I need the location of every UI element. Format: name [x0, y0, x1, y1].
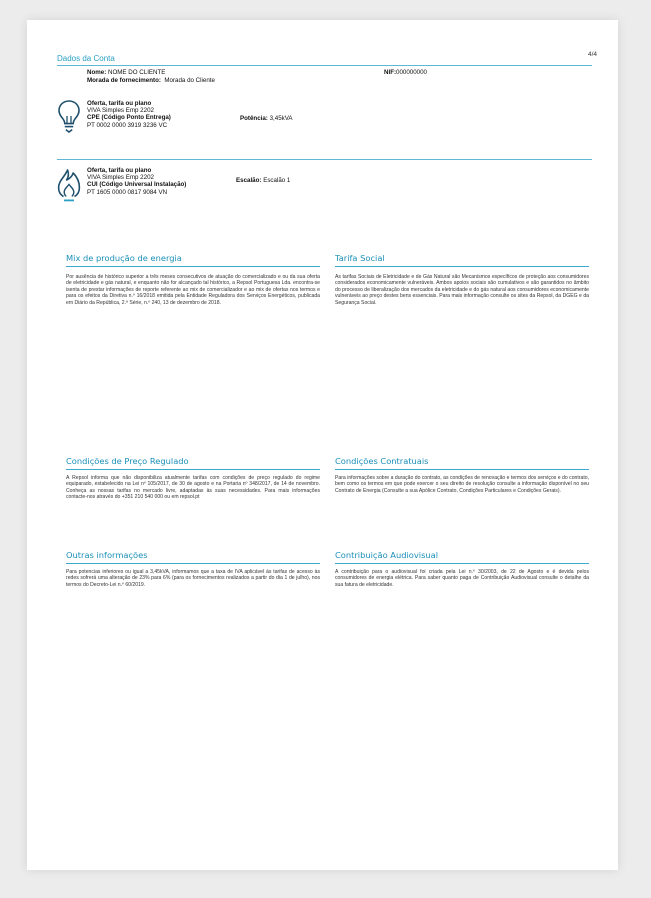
regulated-price-text: A Repsol informa que não disponibiliza atualmente tarifas com condições de preço regulado do regime equiparado, estabelecido na Lei nº 105/2017, de 30 de agosto e na Portaria nº 348/2017, de 14 de novembro. Conheça as nossas tarifas no mercado livre, adaptadas às suas necessidades. Para mais informações contacte-nos através do +351 210 540 000 ou em repsol.pt — [66, 475, 320, 501]
document-page — [27, 20, 618, 870]
customer-address-value: Morada do Cliente — [164, 77, 215, 84]
page-indicator: 4/4 — [588, 51, 598, 58]
customer-nif-row — [384, 69, 427, 76]
gas-tier-value: Escalão 1 — [263, 177, 291, 184]
gas-tier-row — [236, 177, 290, 184]
gas-flame-icon — [57, 167, 81, 203]
electricity-cpe-label: CPE (Código Ponto Entrega) — [87, 114, 171, 122]
gas-cui-value: PT 1605 0000 0817 9084 VN — [87, 188, 168, 196]
electricity-power-value: 3,45kVA — [269, 115, 293, 122]
customer-name-label: Nome: — [87, 69, 107, 76]
contract-conditions-text: Para informações sobre a duração do contrato, as condições de renovação e termos dos serviços e do contrato, bem como os termos em que pode exercer o seu direito de resolução consulte a informação disponível no seu Contrato de Energia (Consulte a sua Apólice Contrato, Condições Particulares e Condições Gerais). — [335, 475, 589, 494]
gas-offer-label: Oferta, tarifa ou plano — [87, 167, 152, 174]
electricity-power-row — [240, 115, 293, 122]
gas-offer-value: VIVA Simples Emp 2202 — [87, 174, 154, 182]
electricity-offer-label: Oferta, tarifa ou plano — [87, 100, 152, 107]
other-info-text: Para potencias inferiores ou igual a 3,45kVA, informamos que a taxa de IVA aplicável às tarifas de acesso às redes sofrerá uma alteração de 23% para 6% (para os fornecimentos realizados a partir do dia 1 de julho), nos termos do Decreto-Lei n.º 60/2019. — [66, 569, 320, 588]
mix-section-rule — [66, 266, 320, 267]
contract-conditions-rule — [335, 469, 589, 470]
gas-details — [87, 167, 186, 196]
electricity-cpe-value: PT 0002 0000 3919 3236 VC — [87, 121, 168, 129]
lightbulb-icon — [57, 99, 81, 133]
customer-name-row — [87, 69, 165, 76]
mix-section-title: Mix de produção de energia — [66, 253, 182, 263]
social-tariff-title: Tarifa Social — [335, 253, 385, 263]
regulated-price-rule — [66, 469, 320, 470]
customer-name-value: NOME DO CLIENTE — [108, 69, 166, 76]
audiovisual-text: A contribuição para o audiovisual foi criada pela Lei n.º 30/2003, de 22 de Agosto e é devida pelos consumidores de energia elétrica. Para saber quanto paga de Contribuição Audiovisual consulte o detalhe da sua fatura de eletricidade. — [335, 569, 589, 588]
customer-address-label: Morada de fornecimento: — [87, 77, 161, 84]
other-info-title: Outras informações — [66, 550, 148, 560]
electricity-details — [87, 100, 171, 129]
contract-conditions-title: Condições Contratuais — [335, 456, 429, 466]
social-tariff-rule — [335, 266, 589, 267]
service-divider — [57, 159, 592, 160]
social-tariff-text: As tarifas Sociais de Eletricidade e de Gás Natural são Mecanismos específicos de proteção aos consumidores considerados economicamente vulneráveis. Ambos apoios sociais são cumulativos e são garantidos no âmbito do processo de liberalização dos mercados da eletricidade e do gás natural aos consumidores economicamente vulneráveis ao preço destes bens essenciais. Para mais informação consulte os sites da Repsol, da DGEG e da Segurança Social. — [335, 274, 589, 306]
customer-nif-value: 000000000 — [396, 69, 428, 76]
other-info-rule — [66, 563, 320, 564]
customer-address-row — [87, 77, 215, 84]
customer-nif-label: NIF: — [384, 69, 397, 76]
mix-section-text: Por ausência de histórico superior a três meses consecutivos de atuação do comercializado e ou da sua oferta de eletricidade e gás natural, e enquanto não for alcançado tal histórico, a Repsol Portuguesa Lda. encontra-se isenta de prestar informações de reporte referente ao mix de comercializador e ao mix de ofertas nos termos e para os efeitos da Diretiva n.º 16/2018 emitida pela Entidade Reguladora dos Serviços Energéticos, publicada em Diário da República, 2.ª Série, n.º 240, 13 de dezembro de 2018. — [66, 274, 320, 306]
regulated-price-title: Condições de Preço Regulado — [66, 456, 189, 466]
header-divider — [57, 65, 592, 66]
audiovisual-title: Contribuição Audiovisual — [335, 550, 439, 560]
electricity-power-label: Potência: — [240, 115, 268, 122]
gas-tier-label: Escalão: — [236, 177, 262, 184]
gas-cui-label: CUI (Código Universal Instalação) — [87, 181, 187, 189]
electricity-offer-value: VIVA Simples Emp 2202 — [87, 107, 154, 115]
audiovisual-rule — [335, 563, 589, 564]
page-header-title: Dados da Conta — [57, 54, 115, 63]
